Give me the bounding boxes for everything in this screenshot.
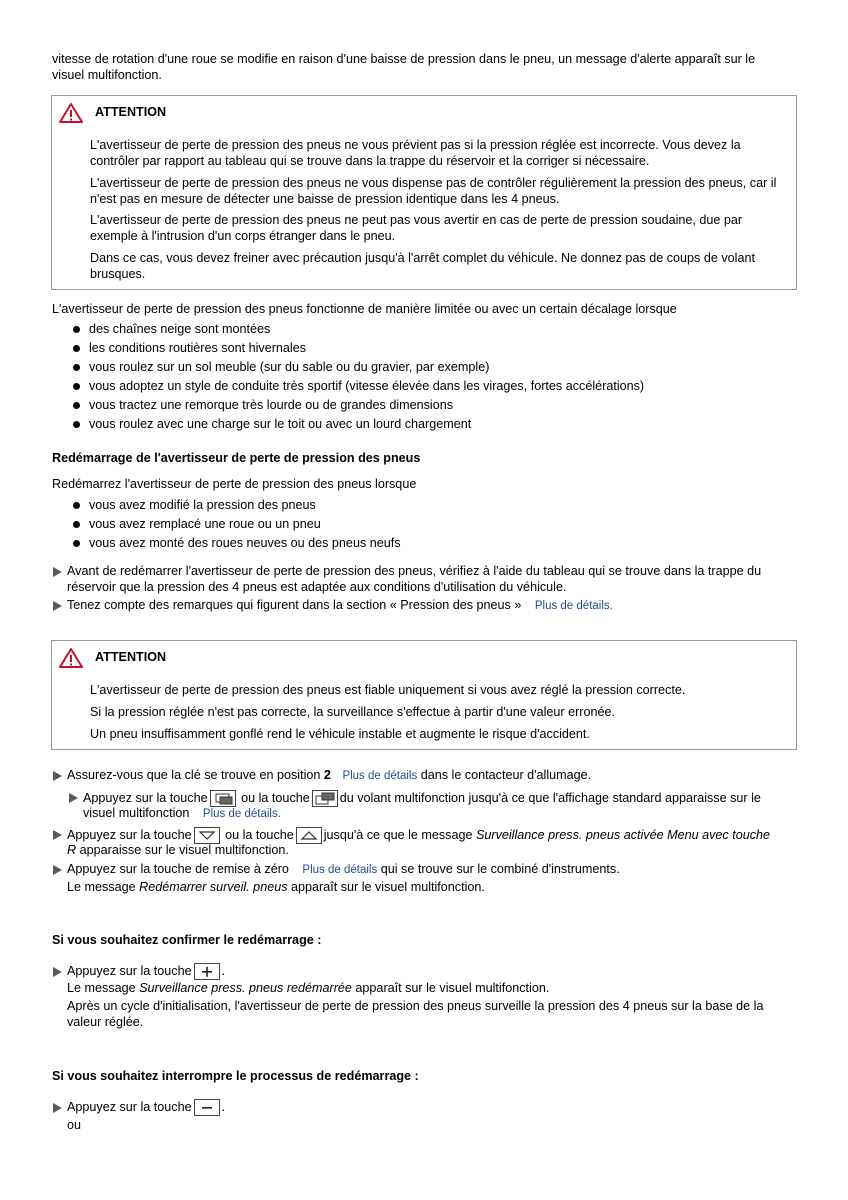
section-heading: Redémarrage de l'avertisseur de perte de pression des pneus bbox=[52, 451, 421, 465]
step-arrow-icon bbox=[69, 793, 78, 803]
section-heading: Si vous souhaitez confirmer le redémarrage : bbox=[52, 933, 322, 947]
step-text-part: Le message bbox=[67, 880, 136, 894]
restart-intro: Redémarrez l'avertisseur de perte de pression des pneus lorsque bbox=[52, 477, 417, 491]
step-text bbox=[67, 768, 591, 785]
step-arrow-icon bbox=[53, 601, 62, 611]
intro-line-2: visuel multifonction. bbox=[52, 68, 162, 82]
step-text: Après un cycle d'initialisation, l'avertisseur de perte de pression des pneus surveille la pression des 4 pneus sur la base de la bbox=[67, 999, 764, 1013]
list-item: les conditions routières sont hivernales bbox=[89, 341, 307, 355]
warning-header bbox=[58, 102, 166, 124]
display-message: Surveillance press. pneus redémarrée bbox=[139, 981, 352, 995]
list-item: vous roulez avec une charge sur le toit ou avec un lourd chargement bbox=[89, 417, 472, 431]
step-text-part: Tenez compte des remarques qui figurent dans la section « Pression des pneus » bbox=[67, 598, 522, 612]
screen-back-key-icon bbox=[210, 790, 236, 807]
step-text-part: Assurez-vous que la clé se trouve en position bbox=[67, 768, 321, 782]
warning-paragraph: L'avertisseur de perte de pression des pneus est fiable uniquement si vous avez réglé la pression correcte. bbox=[90, 683, 686, 697]
step-text-part: Appuyez sur la touche de remise à zéro bbox=[67, 862, 289, 876]
warning-triangle-icon bbox=[58, 647, 84, 669]
step-text bbox=[67, 598, 613, 615]
warning-paragraph: Si la pression réglée n'est pas correcte, la surveillance s'effectue à partir d'une valeur erronée. bbox=[90, 705, 616, 719]
step-text bbox=[83, 806, 281, 823]
minus-key-icon bbox=[194, 1099, 220, 1116]
list-item: vous avez remplacé une roue ou un pneu bbox=[89, 517, 321, 531]
step-text: ou bbox=[67, 1118, 82, 1132]
step-text-part: jusqu'à ce que le message bbox=[323, 828, 473, 842]
step-text-part: visuel multifonction bbox=[83, 806, 190, 820]
bullet-icon bbox=[73, 326, 80, 333]
step-arrow-icon bbox=[53, 567, 62, 577]
bullet-icon bbox=[73, 502, 80, 509]
display-message: R bbox=[67, 843, 77, 857]
list-item: des chaînes neige sont montées bbox=[89, 322, 271, 336]
step-text: réservoir que la pression des 4 pneus est adaptée aux conditions d'utilisation du véhicule. bbox=[67, 580, 567, 594]
step-text-part: Appuyez sur la touche bbox=[67, 964, 192, 978]
step-text: Appuyez sur la touche . bbox=[67, 1100, 226, 1114]
warning-box-1 bbox=[51, 95, 797, 290]
arrow-up-key-icon bbox=[296, 827, 322, 844]
step-text bbox=[67, 880, 485, 896]
step-text bbox=[67, 843, 289, 859]
more-details-link[interactable]: Plus de détails. bbox=[534, 600, 613, 612]
list-item: vous roulez sur un sol meuble (sur du sable ou du gravier, par exemple) bbox=[89, 360, 490, 374]
warning-triangle-icon bbox=[58, 102, 84, 124]
step-text-part: qui se trouve sur le combiné d'instruments. bbox=[380, 862, 620, 876]
list-item: vous avez monté des roues neuves ou des pneus neufs bbox=[89, 536, 401, 550]
step-text bbox=[67, 981, 549, 997]
step-arrow-icon bbox=[53, 967, 62, 977]
bullet-icon bbox=[73, 383, 80, 390]
step-text-part: du volant multifonction jusqu'à ce que l'affichage standard apparaisse sur le bbox=[339, 791, 761, 805]
step-text-part: ou la touche bbox=[225, 828, 294, 842]
step-text-part: apparaît sur le visuel multifonction. bbox=[291, 880, 485, 894]
step-arrow-icon bbox=[53, 830, 62, 840]
bullet-icon bbox=[73, 521, 80, 528]
bullet-icon bbox=[73, 540, 80, 547]
warning-paragraph: L'avertisseur de perte de pression des pneus ne peut pas vous avertir en cas de perte de pression soudaine, due par exemple à l'intrusion d'un corps étranger dans le pneu. bbox=[90, 213, 743, 243]
limited-intro: L'avertisseur de perte de pression des pneus fonctionne de manière limitée ou avec un certain décalage lorsque bbox=[52, 302, 677, 316]
step-text bbox=[83, 790, 793, 807]
warning-paragraph: L'avertisseur de perte de pression des pneus ne vous dispense pas de contrôler régulièrement la pression des pneus, car il n'est pas en mesure de détecter une baisse de pression identique dans les 4 pneus. bbox=[90, 176, 777, 206]
step-text: Avant de redémarrer l'avertisseur de perte de pression des pneus, vérifiez à l'aide du tableau qui se trouve dans la trappe du bbox=[67, 564, 762, 578]
plus-key-icon bbox=[194, 963, 220, 980]
list-item: vous tractez une remorque très lourde ou de grandes dimensions bbox=[89, 398, 454, 412]
step-text-part: Appuyez sur la touche bbox=[67, 1100, 192, 1114]
warning-header bbox=[58, 647, 166, 669]
step-arrow-icon bbox=[53, 865, 62, 875]
display-message: Redémarrer surveil. pneus bbox=[139, 880, 288, 894]
warning-box-2 bbox=[51, 640, 797, 750]
warning-paragraph: Un pneu insuffisamment gonflé rend le véhicule instable et augmente le risque d'accident. bbox=[90, 727, 590, 741]
step-text bbox=[67, 862, 620, 879]
more-details-link[interactable]: Plus de détails bbox=[302, 864, 378, 876]
step-text-part: Le message bbox=[67, 981, 136, 995]
step-text-part: dans le contacteur d'allumage. bbox=[420, 768, 592, 782]
warning-title: ATTENTION bbox=[95, 650, 167, 665]
bullet-icon bbox=[73, 402, 80, 409]
key-position: 2 bbox=[323, 768, 331, 782]
step-text-part: apparaisse sur le visuel multifonction. bbox=[79, 843, 289, 857]
step-arrow-icon bbox=[53, 771, 62, 781]
bullet-icon bbox=[73, 345, 80, 352]
step-arrow-icon bbox=[53, 1103, 62, 1113]
bullet-icon bbox=[73, 364, 80, 371]
list-item: vous adoptez un style de conduite très sportif (vitesse élevée dans les virages, fortes accélérations) bbox=[89, 379, 645, 393]
warning-paragraph: Dans ce cas, vous devez freiner avec précaution jusqu'à l'arrêt complet du véhicule. Ne donnez pas de coups de volant brusques. bbox=[90, 251, 755, 281]
step-text: Appuyez sur la touche . bbox=[67, 964, 226, 978]
step-text bbox=[67, 827, 795, 844]
section-heading: Si vous souhaitez interrompre le processus de redémarrage : bbox=[52, 1069, 419, 1083]
display-message: Surveillance press. pneus activée Menu avec touche bbox=[475, 828, 771, 842]
more-details-link[interactable]: Plus de détails bbox=[342, 770, 418, 782]
screen-forward-key-icon bbox=[312, 790, 338, 807]
warning-title: ATTENTION bbox=[95, 105, 167, 120]
arrow-down-key-icon bbox=[194, 827, 220, 844]
step-text-part: Appuyez sur la touche bbox=[83, 791, 208, 805]
intro-line-1: vitesse de rotation d'une roue se modifie en raison d'une baisse de pression dans le pneu, un message d'alerte apparaît sur le bbox=[52, 52, 756, 66]
bullet-icon bbox=[73, 421, 80, 428]
list-item: vous avez modifié la pression des pneus bbox=[89, 498, 316, 512]
step-text-part: apparaît sur le visuel multifonction. bbox=[355, 981, 550, 995]
step-text-part: Appuyez sur la touche bbox=[67, 828, 192, 842]
more-details-link[interactable]: Plus de détails. bbox=[202, 808, 281, 820]
step-text: valeur réglée. bbox=[67, 1015, 144, 1029]
warning-paragraph: L'avertisseur de perte de pression des pneus ne vous prévient pas si la pression réglée est incorrecte. Vous devez la contrôler par rapport au tableau qui se trouve dans la trappe du réservoir et la corriger si nécessaire. bbox=[90, 138, 741, 168]
step-text-part: ou la touche bbox=[241, 791, 310, 805]
